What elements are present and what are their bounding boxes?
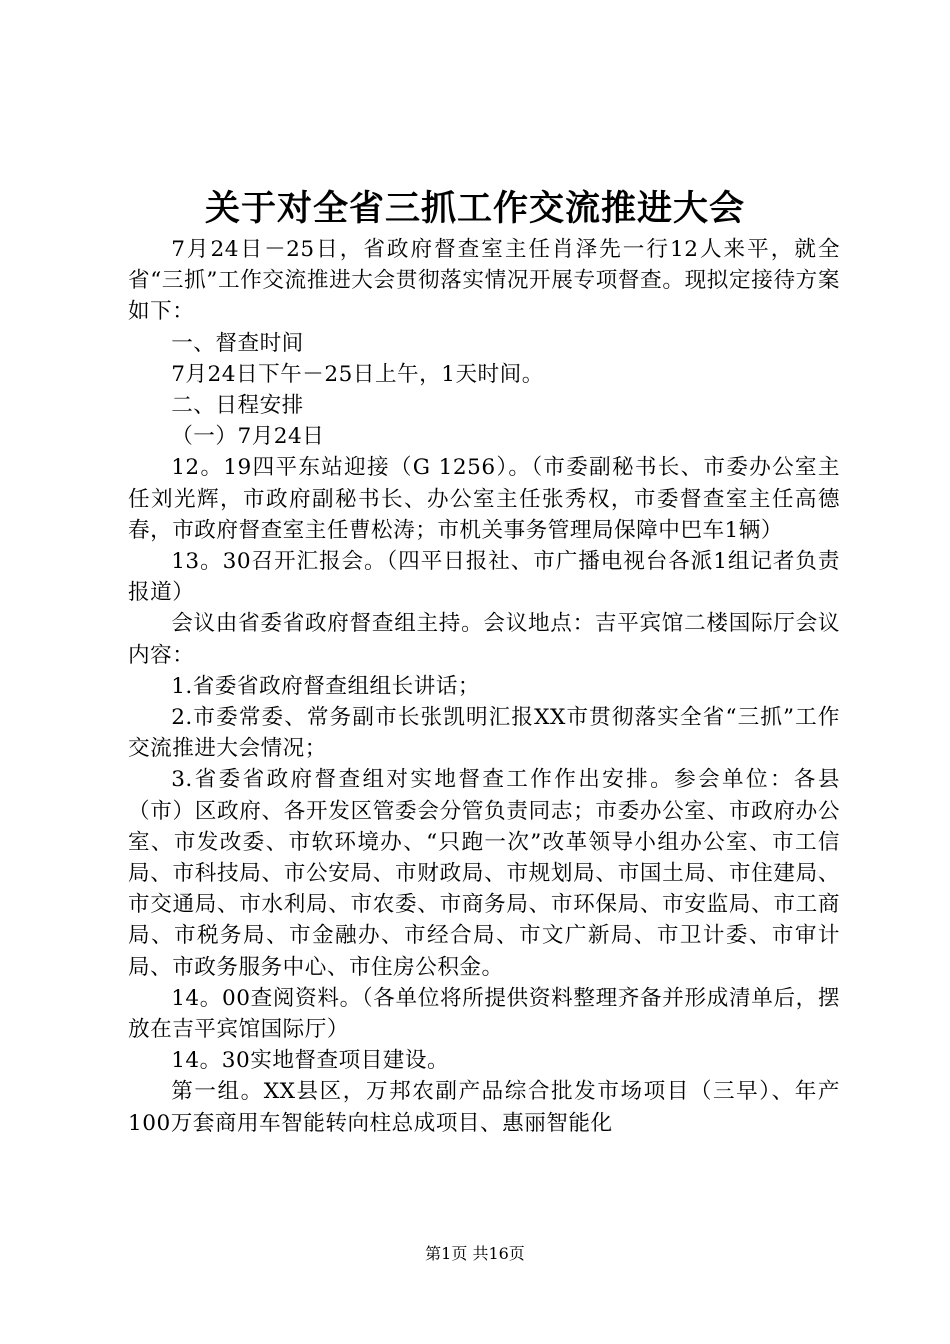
paragraph: 7月24日下午－25日上午，1天时间。 [171,361,544,387]
paragraph: 第一组。XX县区，万邦农副产品综合批发市场项目（三早）、年产100万套商用车智能转向柱总成项目、惠丽智能化 [128,1079,840,1136]
paragraph: 14。00查阅资料。（各单位将所提供资料整理齐备并形成清单后，摆放在吉平宾馆国际厅） [128,985,840,1043]
document-title: 关于对全省三抓工作交流推进大会 [204,188,745,229]
paragraph: 13。30召开汇报会。（四平日报社、市广播电视台各派1组记者负责报道） [128,549,840,606]
page-footer: 第1页 共16页 [425,1244,525,1263]
paragraph: 12。19四平东站迎接（G 1256）。（市委副秘书长、市委办公室主任刘光辉，市政府副秘书长、办公室主任张秀权，市委督查室主任高德春，市政府督查室主任曹松涛；市机关事务管理局保障中巴车1辆） [128,455,840,543]
paragraph: 7月24日－25日，省政府督查室主任肖泽先一行12人来平，就全省“三抓”工作交流推进大会贯彻落实情况开展专项督查。现拟定接待方案如下： [128,237,840,325]
document-body [128,234,840,1139]
section-heading: 二、日程安排 [171,393,304,419]
section-heading: 一、督查时间 [171,330,304,356]
list-item: 3.省委省政府督查组对实地督查工作作出安排。参会单位：各县（市）区政府、各开发区管委会分管负责同志；市委办公室、市政府办公室、市发改委、市软环境办、“只跑一次”改革领导小组办公室、市工信局、市科技局、市公安局、市财政局、市规划局、市国土局、市住建局、市交通局、市水利局、市农委、市商务局、市环保局、市安监局、市工商局、市税务局、市金融办、市经合局、市文广新局、市卫计委、市审计局、市政务服务中心、市住房公积金。 [128,767,840,980]
paragraph: 14。30实地督查项目建设。 [171,1048,450,1074]
paragraph: 会议由省委省政府督查组主持。会议地点：吉平宾馆二楼国际厅会议内容： [128,611,840,668]
list-item: 1.省委省政府督查组组长讲话； [171,673,481,699]
list-item: 2.市委常委、常务副市长张凯明汇报XX市贯彻落实全省“三抓”工作交流推进大会情况； [128,705,840,762]
subsection-heading: （一）7月24日 [171,424,325,450]
